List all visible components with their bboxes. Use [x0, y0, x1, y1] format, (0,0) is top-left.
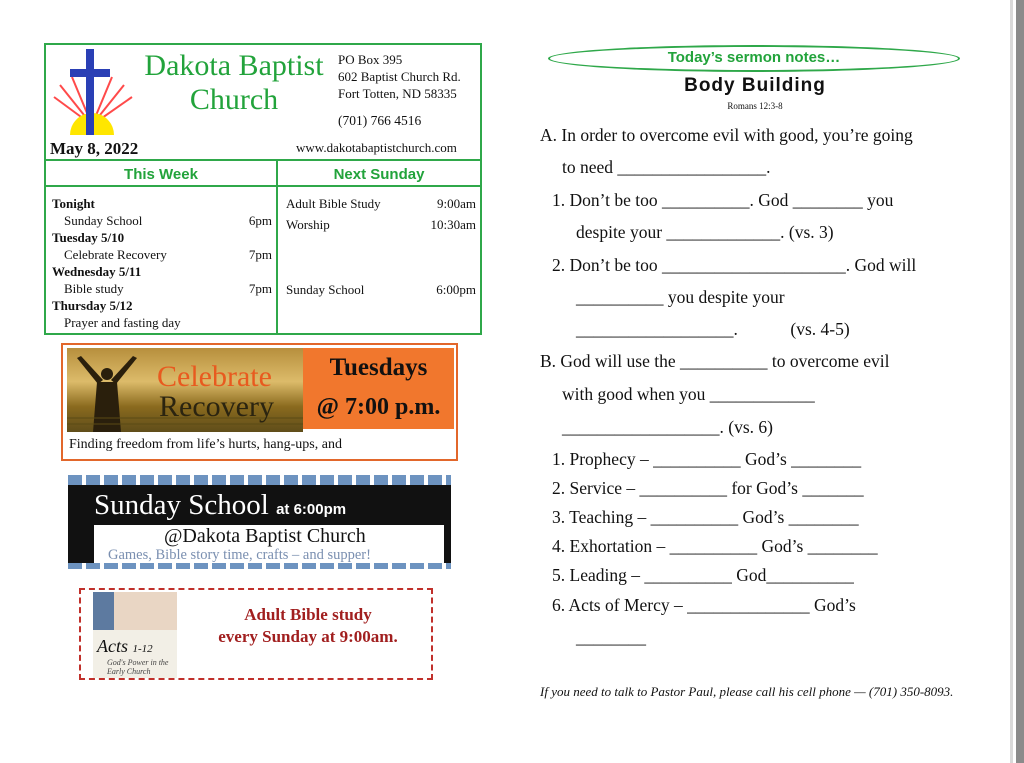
note-line: A. In order to overcome evil with good, you’re going: [540, 125, 913, 145]
this-week-heading: This Week: [124, 166, 198, 183]
event-name: Prayer and fasting day: [64, 315, 181, 330]
celebrate-recovery-time-panel: [303, 348, 454, 429]
next-sunday-heading: Next Sunday: [333, 166, 425, 183]
divider: [46, 185, 480, 187]
schedule-item: [286, 216, 476, 233]
sermon-notes-header-text: Today’s sermon notes…: [667, 49, 841, 66]
adult-bible-line: Adult Bible study: [244, 605, 372, 624]
event-name: Celebrate Recovery: [64, 247, 167, 262]
recovery-word: Recovery: [159, 390, 274, 423]
sunday-school-banner: [68, 475, 451, 569]
church-address: [338, 51, 461, 102]
note-line: __________________. (vs. 4-5): [576, 319, 850, 339]
note-line: __________________. (vs. 6): [562, 417, 773, 437]
sunday-school-details: [94, 525, 444, 565]
schedule-day: Tuesday 5/10: [52, 230, 125, 245]
note-line: 3. Teaching – __________ God’s ________: [552, 507, 859, 527]
sunday-school-title-text: Sunday School: [94, 489, 269, 521]
celebrate-word: Celebrate: [157, 360, 272, 393]
banner-stripe: [68, 563, 451, 569]
note-line: to need _________________.: [562, 157, 771, 177]
adult-bible-study-text: [183, 604, 433, 648]
cross-sunrise-icon: [48, 47, 138, 137]
church-name: Dakota Baptist Church: [144, 49, 324, 116]
page-edge-highlight: [1010, 0, 1013, 763]
note-line: despite your _____________. (vs. 3): [576, 222, 834, 242]
celebrate-recovery-time: @ 7:00 p.m.: [316, 394, 441, 420]
acts-book-title: [97, 636, 153, 657]
schedule-item: [52, 314, 272, 331]
pastor-contact-note: If you need to talk to Pastor Paul, please call his cell phone — (701) 350-8093.: [540, 684, 954, 699]
acts-book-subtitle: God's Power in the Early Church: [107, 658, 169, 676]
church-website: www.dakotabaptistchurch.com: [296, 140, 457, 155]
schedule-day: Tonight: [52, 196, 95, 211]
note-line: 4. Exhortation – __________ God’s ________: [552, 536, 878, 556]
event-time: 6:00pm: [436, 282, 476, 297]
note-line: with good when you ____________: [562, 384, 815, 404]
event-name: Worship: [286, 217, 330, 232]
note-line: 1. Prophecy – __________ God’s ________: [552, 449, 862, 469]
sunday-school-location: @Dakota Baptist Church: [164, 525, 366, 547]
schedule-day: Thursday 5/12: [52, 298, 133, 313]
note-line: 2. Don’t be too _____________________. God will: [552, 255, 917, 275]
note-line: ________: [576, 627, 646, 647]
event-name: Sunday School: [286, 282, 365, 297]
sermon-notes-header: [548, 45, 960, 72]
note-line: 2. Service – __________ for God’s _______: [552, 478, 864, 498]
note-line: __________ you despite your: [576, 287, 785, 307]
celebrate-recovery-caption: Finding freedom from life’s hurts, hang-ups, and: [69, 437, 342, 452]
event-time: 10:30am: [430, 217, 476, 232]
event-time: 7pm: [248, 281, 272, 296]
sunday-school-time: at 6:00pm: [276, 501, 347, 518]
event-name: Adult Bible Study: [286, 196, 381, 211]
sunday-school-activities: Games, Bible story time, crafts – and supper!: [108, 547, 371, 563]
sermon-reference: Romans 12:3-8: [727, 101, 783, 111]
note-line: B. God will use the __________ to overcome evil: [540, 351, 890, 371]
note-line: 6. Acts of Mercy – ______________ God’s: [552, 595, 856, 615]
address-line: PO Box 395: [338, 52, 403, 67]
address-line: 602 Baptist Church Rd.: [338, 69, 461, 84]
event-time: 6pm: [248, 213, 272, 228]
celebrate-recovery-day: Tuesdays: [329, 354, 428, 381]
adult-bible-study-ad: [79, 588, 433, 680]
schedule-item: [286, 195, 476, 212]
address-line: Fort Totten, ND 58335: [338, 86, 457, 101]
schedule-day: Wednesday 5/11: [52, 264, 142, 279]
event-name: Sunday School: [64, 213, 143, 228]
event-name: Bible study: [64, 281, 124, 296]
sermon-title: Body Building: [684, 75, 826, 96]
banner-stripe: [68, 475, 451, 485]
note-line: 1. Don’t be too __________. God ________ you: [552, 190, 894, 210]
page-edge: [1016, 0, 1024, 763]
divider: [46, 159, 480, 161]
celebrate-recovery-photo: [67, 348, 303, 432]
schedule-item: [52, 212, 272, 229]
sunday-school-title: [94, 489, 346, 522]
acts-title-text: Acts: [97, 636, 128, 656]
adult-bible-line: every Sunday at 9:00am.: [218, 627, 398, 646]
sermon-notes: [540, 125, 980, 655]
acts-ref-text: 1-12: [132, 643, 153, 655]
schedule-item: [286, 281, 476, 298]
this-week-schedule: [52, 195, 272, 331]
celebrate-recovery-ad: [61, 343, 458, 461]
schedule-item: [52, 280, 272, 297]
note-line: 5. Leading – __________ God__________: [552, 565, 854, 585]
church-phone: (701) 766 4516: [338, 113, 422, 128]
next-sunday-schedule: [286, 195, 476, 298]
event-time: 7pm: [248, 247, 272, 262]
acts-book-cover: [93, 630, 177, 678]
schedule-item: [52, 246, 272, 263]
church-info-box: [44, 43, 482, 335]
bulletin-date: May 8, 2022: [50, 139, 139, 158]
bible-book-photo: [93, 592, 177, 630]
event-time: 9:00am: [437, 196, 476, 211]
